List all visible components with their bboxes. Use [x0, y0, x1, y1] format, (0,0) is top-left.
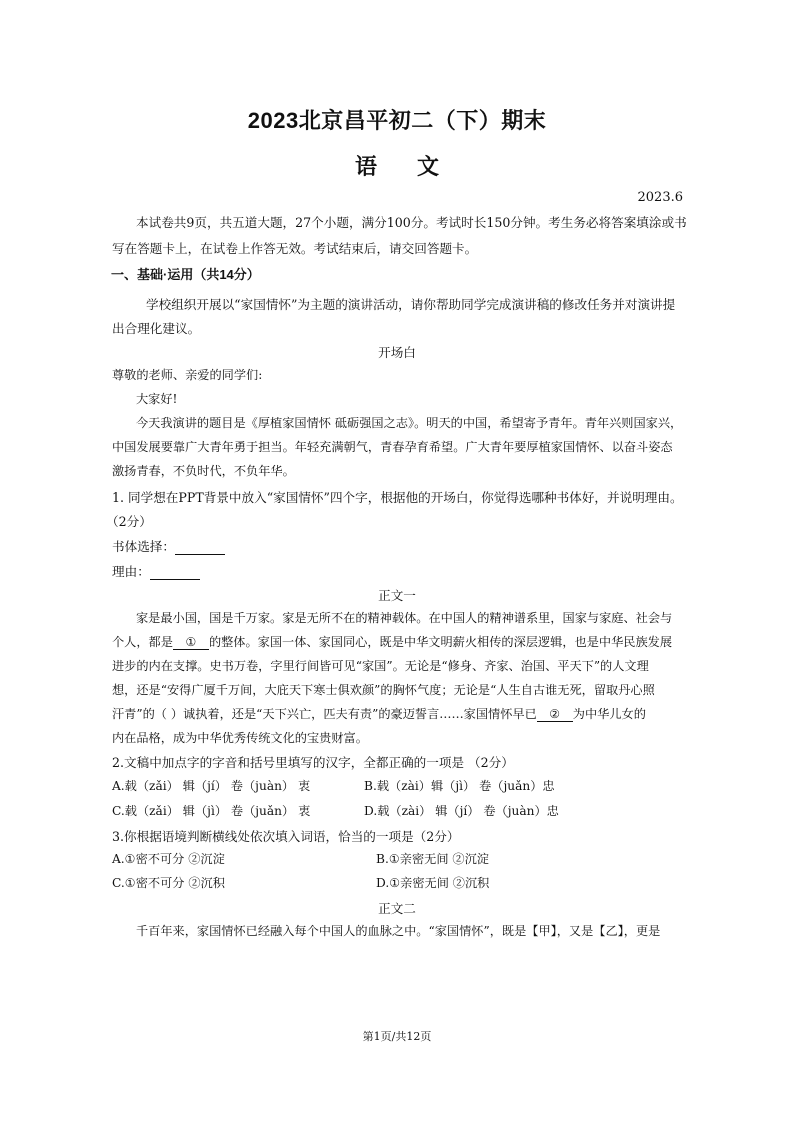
opening-paragraph-line-1: 今天我演讲的题目是《厚植家国情怀 砥砺强国之志》。明天的中国，希望寄予青年。青年兴则国家兴，: [136, 416, 683, 430]
body-1-line-5-end: 为中华儿女的: [572, 707, 646, 721]
question-3-option-b[interactable]: B.①亲密无间 ②沉淀: [376, 852, 489, 866]
body-2-line-1: 千百年来，家国情怀已经融入每个中国人的血脉之中。“家国情怀”，既是【甲】，又是【乙】，更是: [136, 924, 661, 938]
instructions-line-1: 本试卷共9页，共五道大题，27个小题，满分100分。考试时长150分钟。考生务必将答案填涂或书: [136, 215, 687, 230]
section-intro-line-1: 学校组织开展以“家国情怀”为主题的演讲活动，请你帮助同学完成演讲稿的修改任务并对演讲提: [146, 297, 676, 312]
font-choice-row: [112, 536, 225, 555]
page-footer: 第1页/共12页: [362, 1030, 432, 1043]
body-2-title: 正文二: [378, 901, 416, 916]
body-1-line-4: 想，还是“安得广厦千万间，大庇天下寒士俱欢颜”的胸怀气度；无论是“人生自古谁无死，留取丹心照: [112, 683, 655, 697]
body-1-line-6: 内在品格，成为中华优秀传统文化的宝贵财富。: [112, 731, 368, 745]
opening-paragraph-line-2: 中国发展要靠广大青年勇于担当。年轻充满朝气，青春孕育希望。广大青年要厚植家国情怀、以奋斗姿态: [112, 440, 673, 454]
opening-salutation: 尊敬的老师、亲爱的同学们:: [112, 368, 263, 382]
question-1-text: 1. 同学想在PPT背景中放入“家国情怀”四个字，根据他的开场白，你觉得选哪种书体好，并说明理由。: [112, 490, 683, 505]
question-2-option-d[interactable]: D.载（zài） 辑（jí） 卷（juàn）忠: [364, 804, 559, 818]
font-choice-blank[interactable]: [175, 539, 225, 555]
body-1-line-2-start: 个人，都是: [112, 635, 173, 649]
body-1-line-1: 家是最小国，国是千万家。家是无所不在的精神载体。在中国人的精神谱系里，国家与家庭、社会与: [136, 611, 673, 625]
blank-2[interactable]: ②: [537, 707, 573, 722]
subject-title: 语文: [354, 154, 479, 179]
question-3-option-a[interactable]: A.①密不可分 ②沉淀: [112, 852, 225, 866]
body-1-line-5: [112, 705, 646, 722]
font-choice-label: 书体选择：: [112, 539, 175, 554]
instructions-line-2: 写在答题卡上，在试卷上作答无效。考试结束后，请交回答题卡。: [112, 241, 478, 256]
section-intro-line-2: 出合理化建议。: [112, 321, 201, 336]
body-1-line-5-start: 汗青”的（ ）诚执着，还是“天下兴亡，匹夫有责”的豪迈誓言……家国情怀早已: [112, 707, 537, 721]
question-2-option-c[interactable]: C.载（zǎi） 辑（jì） 卷（juǎn） 衷: [112, 804, 311, 818]
opening-title: 开场白: [378, 345, 416, 360]
opening-greeting: 大家好!: [136, 392, 178, 406]
exam-date: 2023.6: [637, 190, 683, 205]
reason-label: 理由：: [112, 564, 150, 579]
reason-row: [112, 561, 200, 580]
question-2-text: 2.文稿中加点字的字音和括号里填写的汉字，全都正确的一项是 （2分）: [112, 755, 514, 770]
blank-1[interactable]: ①: [173, 635, 209, 650]
body-1-line-2: [112, 633, 672, 650]
question-3-option-d[interactable]: D.①亲密无间 ②沉积: [376, 876, 490, 890]
section-heading: 一、基础·运用（共14分）: [111, 267, 260, 282]
body-1-line-3: 进步的内在支撑。史书万卷，字里行间皆可见“家国”。无论是“修身、齐家、治国、平天下”的人文理: [112, 659, 649, 673]
question-2-option-a[interactable]: A.载（zǎi） 辑（jí） 卷（juàn） 衷: [112, 779, 311, 793]
body-1-line-2-end: 的整体。家国一体、家国同心，既是中华文明薪火相传的深层逻辑，也是中华民族发展: [208, 635, 673, 649]
question-3-text: 3.你根据语境判断横线处依次填入词语，恰当的一项是（2分）: [112, 829, 460, 844]
opening-paragraph-line-3: 激扬青春，不负时代，不负年华。: [112, 464, 295, 478]
question-2-option-b[interactable]: B.载（zài）辑（jì） 卷（juǎn）忠: [364, 779, 555, 793]
reason-blank[interactable]: [150, 564, 200, 580]
question-1-score: （2分）: [106, 514, 152, 529]
question-3-option-c[interactable]: C.①密不可分 ②沉积: [112, 876, 225, 890]
page-title: 2023北京昌平初二（下）期末: [247, 108, 547, 133]
body-1-title: 正文一: [378, 588, 416, 603]
